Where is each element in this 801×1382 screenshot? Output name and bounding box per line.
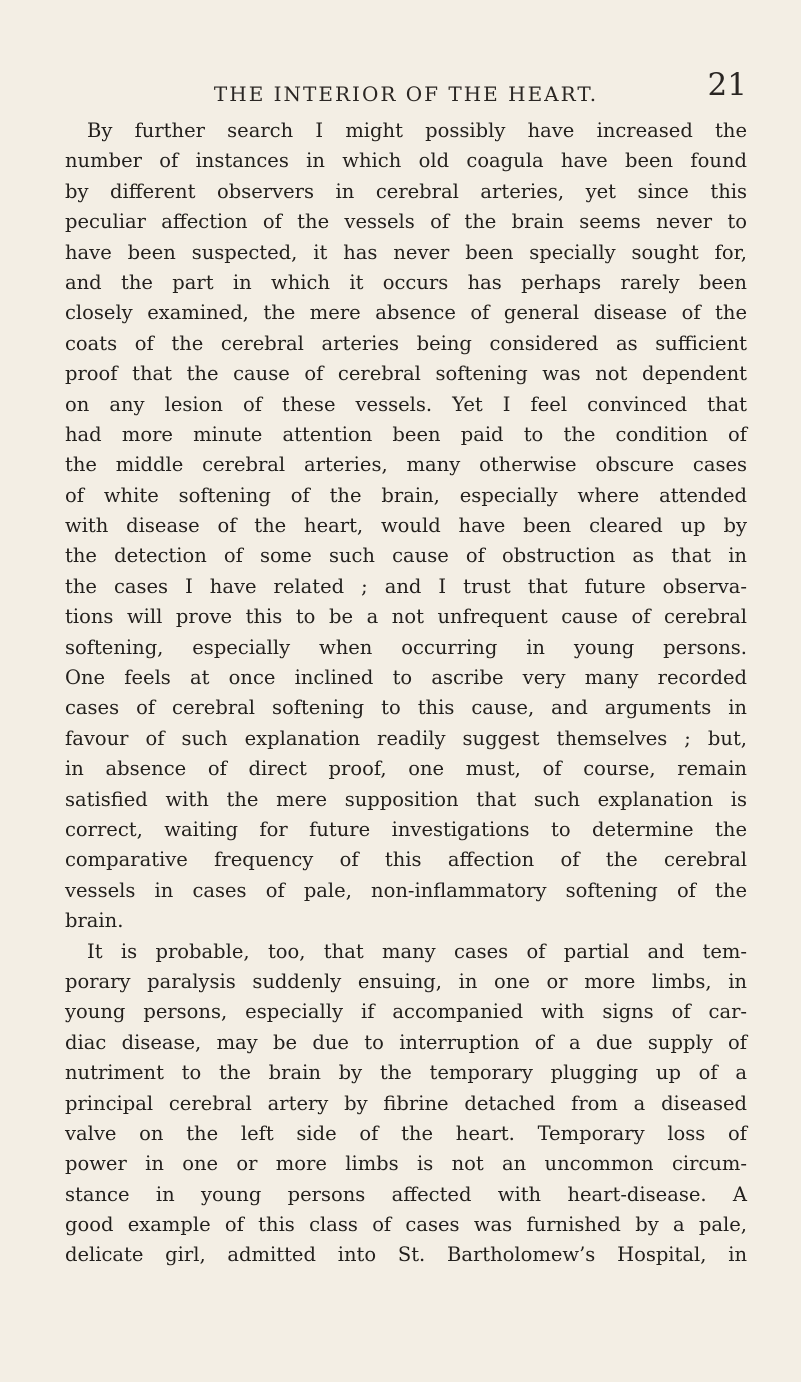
text-line: and the part in which it occurs has perhaps rarely been: [65, 270, 747, 294]
text-line: on any lesion of these vessels. Yet I feel convinced that: [65, 392, 747, 416]
text-line: diac disease, may be due to interruption of a due supply of: [65, 1030, 747, 1054]
text-line: closely examined, the mere absence of general disease of the: [65, 301, 747, 325]
text-line: good example of this class of cases was furnished by a pale,: [65, 1213, 747, 1237]
text-line: principal cerebral artery by fibrine detached from a diseased: [65, 1091, 747, 1115]
text-line: had more minute attention been paid to the condition of: [65, 422, 747, 446]
text-line: have been suspected, it has never been specially sought for,: [65, 240, 747, 264]
text-line: in absence of direct proof, one must, of course, remain: [65, 757, 747, 781]
text-line: peculiar affection of the vessels of the brain seems never to: [65, 210, 747, 234]
text-line: softening, especially when occurring in young persons.: [65, 635, 747, 659]
running-title: THE INTERIOR OF THE HEART.: [213, 82, 599, 106]
text-line: By further search I might possibly have increased the: [87, 119, 747, 142]
text-line: favour of such explanation readily suggest themselves ; but,: [65, 726, 747, 750]
text-line: One feels at once inclined to ascribe very many recorded: [65, 666, 747, 690]
paragraph-2: [65, 937, 747, 1271]
text-line: coats of the cerebral arteries being considered as sufficient: [65, 331, 747, 355]
text-line: by different observers in cerebral arteries, yet since this: [65, 179, 747, 203]
text-line: the detection of some such cause of obstruction as that in: [65, 544, 747, 568]
text-line: valve on the left side of the heart. Temporary loss of: [65, 1121, 747, 1145]
text-line: satisfied with the mere supposition that such explanation is: [65, 787, 747, 811]
text-line: stance in young persons affected with heart-disease. A: [65, 1182, 747, 1206]
text-line: vessels in cases of pale, non-inflammatory softening of the: [65, 878, 747, 902]
text-line: young persons, especially if accompanied with signs of car-: [65, 1000, 747, 1024]
text-line: cases of cerebral softening to this cause, and arguments in: [65, 696, 747, 720]
text-line: tions will prove this to be a not unfrequent cause of cerebral: [65, 605, 747, 629]
text-line: porary paralysis suddenly ensuing, in one or more limbs, in: [65, 969, 747, 993]
text-line: delicate girl, admitted into St. Bartholomew’s Hospital, in: [65, 1243, 747, 1267]
text-line: with disease of the heart, would have been cleared up by: [65, 514, 747, 538]
text-line: correct, waiting for future investigations to determine the: [65, 817, 747, 841]
text-line: of white softening of the brain, especially where attended: [65, 483, 747, 507]
text-line: number of instances in which old coagula have been found: [65, 149, 747, 173]
body-text: [65, 116, 747, 1271]
text-line: It is probable, too, that many cases of partial and tem-: [87, 939, 747, 963]
text-line: nutriment to the brain by the temporary plugging up of a: [65, 1061, 747, 1085]
paragraph-1: [65, 116, 747, 937]
text-line: power in one or more limbs is not an uncommon circum-: [65, 1152, 747, 1176]
page-number: 21: [707, 67, 747, 103]
text-line: brain.: [65, 909, 124, 933]
text-line: proof that the cause of cerebral softening was not dependent: [65, 362, 747, 386]
text-line: comparative frequency of this affection of the cerebral: [65, 848, 747, 872]
text-line: the cases I have related ; and I trust that future observa-: [65, 574, 747, 598]
running-head: [65, 62, 747, 106]
text-line: the middle cerebral arteries, many otherwise obscure cases: [65, 453, 747, 477]
